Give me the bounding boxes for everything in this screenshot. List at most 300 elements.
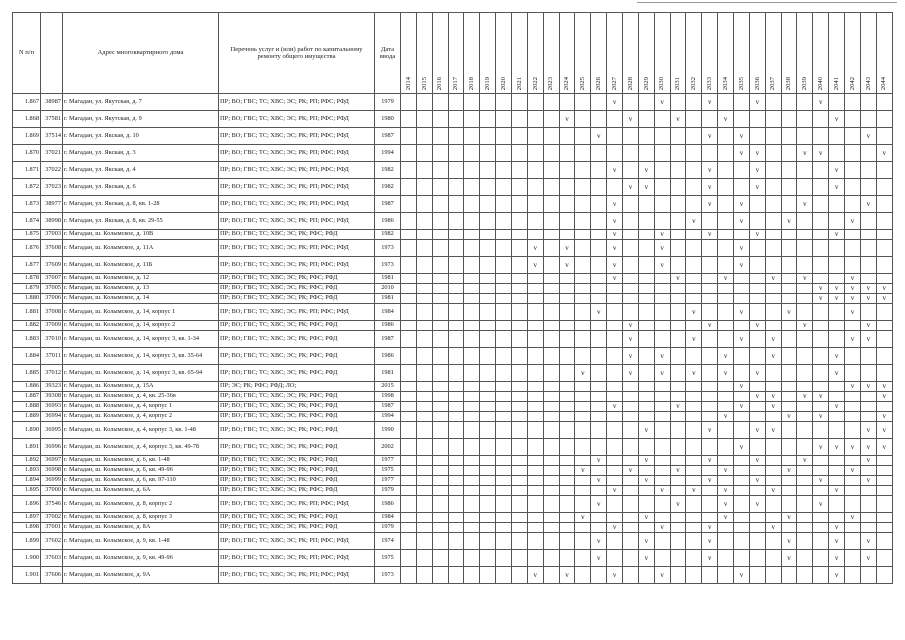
year-cell [480, 294, 496, 304]
year-cell [654, 382, 670, 392]
year-cell [432, 365, 448, 382]
year-cell [448, 230, 464, 240]
year-cell [512, 162, 528, 179]
year-cell [749, 486, 765, 496]
year-cell: v [654, 567, 670, 584]
year-cell [575, 240, 591, 257]
year-cell: v [575, 365, 591, 382]
year-cell [432, 476, 448, 486]
year-cell [480, 486, 496, 496]
year-cell [512, 321, 528, 331]
header-year-label: 2025 [579, 77, 587, 91]
year-cell [829, 422, 845, 439]
year-cell [829, 382, 845, 392]
year-cell [448, 513, 464, 523]
year-cell [527, 466, 543, 476]
row-number: 1.882 [13, 321, 41, 331]
year-cell [575, 294, 591, 304]
year-cell [543, 257, 559, 274]
year-cell [734, 533, 750, 550]
year-cell: v [765, 331, 781, 348]
year-cell [845, 476, 861, 486]
year-cell [670, 567, 686, 584]
year-cell [845, 412, 861, 422]
year-cell [813, 422, 829, 439]
year-cell [527, 496, 543, 513]
row-number: 1.871 [13, 162, 41, 179]
year-cell [527, 456, 543, 466]
year-cell [670, 145, 686, 162]
year-cell [543, 331, 559, 348]
build-year: 1973 [375, 567, 401, 584]
year-cell [575, 392, 591, 402]
year-cell [543, 94, 559, 111]
year-cell [797, 240, 813, 257]
year-cell [607, 348, 623, 365]
house-id: 37009 [41, 321, 63, 331]
year-cell [480, 321, 496, 331]
year-cell [432, 392, 448, 402]
build-year: 1984 [375, 513, 401, 523]
year-cell [432, 456, 448, 466]
year-cell: v [623, 365, 639, 382]
build-year: 1982 [375, 230, 401, 240]
year-cell [559, 331, 575, 348]
year-cell [575, 439, 591, 456]
services-list: ПР; ВО; ГВС; ТС; ХВС; ЭС; РК; РФС; РФД [219, 523, 375, 533]
header-year-2024 [559, 13, 575, 94]
year-cell [876, 162, 892, 179]
year-cell [416, 179, 432, 196]
house-id: 37609 [41, 257, 63, 274]
year-cell: v [876, 294, 892, 304]
year-cell [416, 523, 432, 533]
year-cell [654, 331, 670, 348]
year-cell [401, 145, 417, 162]
year-cell [591, 402, 607, 412]
year-cell [638, 240, 654, 257]
year-cell [797, 230, 813, 240]
year-cell [432, 567, 448, 584]
build-year: 1987 [375, 331, 401, 348]
year-cell [797, 513, 813, 523]
year-cell [702, 348, 718, 365]
year-cell [654, 179, 670, 196]
year-cell [765, 304, 781, 321]
year-cell [686, 240, 702, 257]
year-cell [591, 392, 607, 402]
year-cell: v [559, 240, 575, 257]
year-cell: v [718, 365, 734, 382]
year-cell [686, 382, 702, 392]
header-year-label: 2023 [547, 77, 555, 91]
year-cell [813, 348, 829, 365]
year-cell [607, 513, 623, 523]
year-cell: v [813, 94, 829, 111]
year-cell [448, 274, 464, 284]
house-id: 37603 [41, 550, 63, 567]
year-cell [813, 365, 829, 382]
year-cell [686, 284, 702, 294]
house-id: 37000 [41, 486, 63, 496]
year-cell [718, 321, 734, 331]
year-cell [591, 145, 607, 162]
year-cell [416, 476, 432, 486]
house-id: 39308 [41, 392, 63, 402]
year-cell [559, 284, 575, 294]
year-cell [448, 412, 464, 422]
year-cell [749, 274, 765, 284]
year-cell [654, 294, 670, 304]
year-cell [543, 321, 559, 331]
year-cell [591, 412, 607, 422]
year-cell [670, 304, 686, 321]
year-cell [559, 533, 575, 550]
year-cell [559, 486, 575, 496]
year-cell [496, 230, 512, 240]
services-list: ПР; ВО; ГВС; ТС; ХВС; ЭС; РК; РП; РФС; РФД [219, 179, 375, 196]
year-cell [464, 213, 480, 230]
year-cell [591, 439, 607, 456]
services-list: ПР; ВО; ГВС; ТС; ХВС; ЭС; РК; РФС; РФД [219, 230, 375, 240]
house-address: г. Магадан, ш. Колымское, д. 11Б [63, 257, 219, 274]
year-cell [416, 304, 432, 321]
year-cell [416, 94, 432, 111]
house-address: г. Магадан, ул. Якутская, д. 7 [63, 94, 219, 111]
year-cell: v [797, 321, 813, 331]
year-cell [702, 304, 718, 321]
year-cell [591, 94, 607, 111]
year-cell [765, 196, 781, 213]
year-cell: v [734, 128, 750, 145]
year-cell [575, 422, 591, 439]
year-cell [797, 550, 813, 567]
table-row [13, 321, 893, 331]
build-year: 1979 [375, 94, 401, 111]
year-cell [401, 321, 417, 331]
house-id: 36994 [41, 412, 63, 422]
year-cell [575, 402, 591, 412]
house-id: 37007 [41, 274, 63, 284]
year-cell [638, 257, 654, 274]
services-list: ПР; ВО; ГВС; ТС; ХВС; ЭС; РК; РФС; РФД [219, 392, 375, 402]
year-cell [623, 456, 639, 466]
year-cell [432, 162, 448, 179]
year-cell: v [623, 111, 639, 128]
house-address: г. Магадан, ш. Колымское, д. 9, кв. 49-96 [63, 550, 219, 567]
year-cell [607, 145, 623, 162]
year-cell [480, 365, 496, 382]
year-cell [496, 402, 512, 412]
year-cell [496, 196, 512, 213]
year-cell [464, 456, 480, 466]
year-cell [813, 567, 829, 584]
year-cell: v [654, 240, 670, 257]
row-number: 1.874 [13, 213, 41, 230]
year-cell [591, 486, 607, 496]
year-cell [512, 567, 528, 584]
year-cell [623, 284, 639, 294]
year-cell [591, 466, 607, 476]
year-cell [527, 348, 543, 365]
year-cell [464, 331, 480, 348]
year-cell [781, 162, 797, 179]
year-cell [876, 476, 892, 486]
year-cell [797, 331, 813, 348]
year-cell [559, 496, 575, 513]
year-cell: v [638, 533, 654, 550]
house-id: 37581 [41, 111, 63, 128]
house-id: 37002 [41, 513, 63, 523]
year-cell [845, 422, 861, 439]
year-cell [559, 365, 575, 382]
year-cell [432, 422, 448, 439]
table-row [13, 496, 893, 513]
year-cell [860, 348, 876, 365]
year-cell [464, 523, 480, 533]
house-id: 36999 [41, 476, 63, 486]
year-cell [845, 145, 861, 162]
header-year-label: 2018 [468, 77, 476, 91]
year-cell [559, 128, 575, 145]
year-cell [416, 321, 432, 331]
year-cell [575, 533, 591, 550]
table-row [13, 523, 893, 533]
year-cell [591, 567, 607, 584]
year-cell [749, 240, 765, 257]
year-cell [797, 402, 813, 412]
year-cell [876, 567, 892, 584]
row-number: 1.873 [13, 196, 41, 213]
year-cell [781, 257, 797, 274]
year-cell: v [765, 486, 781, 496]
house-address: г. Магадан, ш. Колымское, д. 6, кв. 1-48 [63, 456, 219, 466]
year-cell [813, 274, 829, 284]
year-cell [813, 111, 829, 128]
year-cell: v [829, 348, 845, 365]
year-cell [416, 162, 432, 179]
year-cell [845, 94, 861, 111]
year-cell [543, 284, 559, 294]
year-cell [448, 456, 464, 466]
year-cell [860, 162, 876, 179]
year-cell [448, 145, 464, 162]
row-number: 1.888 [13, 402, 41, 412]
year-cell [749, 513, 765, 523]
year-cell: v [845, 274, 861, 284]
year-cell [464, 94, 480, 111]
header-year-label: 2033 [706, 77, 713, 91]
year-cell [734, 392, 750, 402]
year-cell [734, 412, 750, 422]
table-row [13, 257, 893, 274]
year-cell: v [876, 392, 892, 402]
year-cell [781, 111, 797, 128]
year-cell [702, 284, 718, 294]
year-cell [749, 304, 765, 321]
table-row [13, 550, 893, 567]
year-cell [480, 111, 496, 128]
year-cell [638, 128, 654, 145]
year-cell [527, 304, 543, 321]
year-cell [670, 382, 686, 392]
year-cell [416, 567, 432, 584]
year-cell [638, 567, 654, 584]
row-number: 1.886 [13, 382, 41, 392]
year-cell [416, 550, 432, 567]
year-cell [670, 284, 686, 294]
year-cell: v [829, 567, 845, 584]
year-cell [765, 567, 781, 584]
year-cell [781, 145, 797, 162]
year-cell [416, 111, 432, 128]
year-cell: v [623, 348, 639, 365]
year-cell: v [527, 257, 543, 274]
year-cell [781, 179, 797, 196]
house-address: г. Магадан, ш. Колымское, д. 8, корпус 3 [63, 513, 219, 523]
house-id: 37003 [41, 230, 63, 240]
year-cell: v [734, 196, 750, 213]
year-cell [512, 284, 528, 294]
year-cell [416, 533, 432, 550]
row-number: 1.895 [13, 486, 41, 496]
header-address: Адрес многоквартирного дома [63, 13, 219, 94]
house-id: 36996 [41, 439, 63, 456]
year-cell: v [749, 145, 765, 162]
year-cell [401, 111, 417, 128]
year-cell [591, 422, 607, 439]
house-address: г. Магадан, ш. Колымское, д. 15А [63, 382, 219, 392]
year-cell [765, 111, 781, 128]
year-cell [575, 257, 591, 274]
row-number: 1.867 [13, 94, 41, 111]
year-cell [718, 476, 734, 486]
year-cell [527, 392, 543, 402]
year-cell [797, 567, 813, 584]
year-cell [702, 466, 718, 476]
year-cell: v [845, 331, 861, 348]
year-cell [480, 523, 496, 533]
year-cell [527, 274, 543, 284]
year-cell: v [797, 196, 813, 213]
year-cell [401, 128, 417, 145]
year-cell: v [860, 321, 876, 331]
year-cell [432, 145, 448, 162]
year-cell: v [623, 179, 639, 196]
year-cell [575, 284, 591, 294]
year-cell [480, 230, 496, 240]
year-cell [464, 402, 480, 412]
header-year-2028 [623, 13, 639, 94]
house-address: г. Магадан, ш. Колымское, д. 4, корпус 1 [63, 402, 219, 412]
year-cell [496, 412, 512, 422]
year-cell [638, 230, 654, 240]
table-row [13, 466, 893, 476]
header-year-2030 [654, 13, 670, 94]
year-cell [464, 382, 480, 392]
year-cell [432, 240, 448, 257]
year-cell [670, 476, 686, 486]
year-cell [702, 365, 718, 382]
house-address: г. Магадан, ул. Якская, д. 8, кв. 1-28 [63, 196, 219, 213]
year-cell [765, 476, 781, 486]
year-cell: v [845, 213, 861, 230]
year-cell [638, 274, 654, 284]
house-address: г. Магадан, ш. Колымское, д. 10В [63, 230, 219, 240]
year-cell [702, 145, 718, 162]
house-id: 38987 [41, 94, 63, 111]
services-list: ПР; ВО; ГВС; ТС; ХВС; ЭС; РК; РФС; РФД [219, 321, 375, 331]
year-cell [575, 456, 591, 466]
year-cell [416, 257, 432, 274]
year-cell [734, 111, 750, 128]
year-cell: v [876, 382, 892, 392]
year-cell [527, 550, 543, 567]
year-cell [416, 196, 432, 213]
year-cell: v [654, 230, 670, 240]
house-id: 36995 [41, 422, 63, 439]
table-row [13, 304, 893, 321]
header-year-2042 [845, 13, 861, 94]
year-cell [432, 523, 448, 533]
year-cell [813, 321, 829, 331]
year-cell [686, 179, 702, 196]
house-address: г. Магадан, ш. Колымское, д. 14, корпус 3, кв. 1-34 [63, 331, 219, 348]
year-cell [416, 230, 432, 240]
build-year: 1984 [375, 304, 401, 321]
row-number: 1.879 [13, 284, 41, 294]
year-cell [813, 230, 829, 240]
year-cell [527, 111, 543, 128]
year-cell: v [734, 145, 750, 162]
year-cell [781, 496, 797, 513]
year-cell: v [876, 412, 892, 422]
header-year-label: 2038 [785, 77, 793, 91]
year-cell [543, 304, 559, 321]
year-cell: v [845, 284, 861, 294]
year-cell [734, 162, 750, 179]
year-cell [623, 513, 639, 523]
year-cell [401, 213, 417, 230]
year-cell [829, 412, 845, 422]
year-cell [734, 230, 750, 240]
year-cell [607, 284, 623, 294]
services-list: ПР; ВО; ГВС; ТС; ХВС; ЭС; РК; РП; РФС; РФД [219, 533, 375, 550]
year-cell [686, 145, 702, 162]
year-cell [654, 439, 670, 456]
year-cell: v [734, 304, 750, 321]
year-cell [448, 128, 464, 145]
year-cell [734, 348, 750, 365]
year-cell [480, 94, 496, 111]
year-cell [527, 128, 543, 145]
year-cell [829, 145, 845, 162]
year-cell [638, 392, 654, 402]
year-cell [480, 382, 496, 392]
year-cell [607, 496, 623, 513]
year-cell [670, 179, 686, 196]
row-number: 1.870 [13, 145, 41, 162]
year-cell [480, 348, 496, 365]
year-cell [654, 213, 670, 230]
build-year: 1975 [375, 550, 401, 567]
year-cell: v [781, 304, 797, 321]
year-cell [496, 257, 512, 274]
row-number: 1.885 [13, 365, 41, 382]
house-id: 38998 [41, 213, 63, 230]
year-cell [781, 128, 797, 145]
build-year: 1982 [375, 179, 401, 196]
